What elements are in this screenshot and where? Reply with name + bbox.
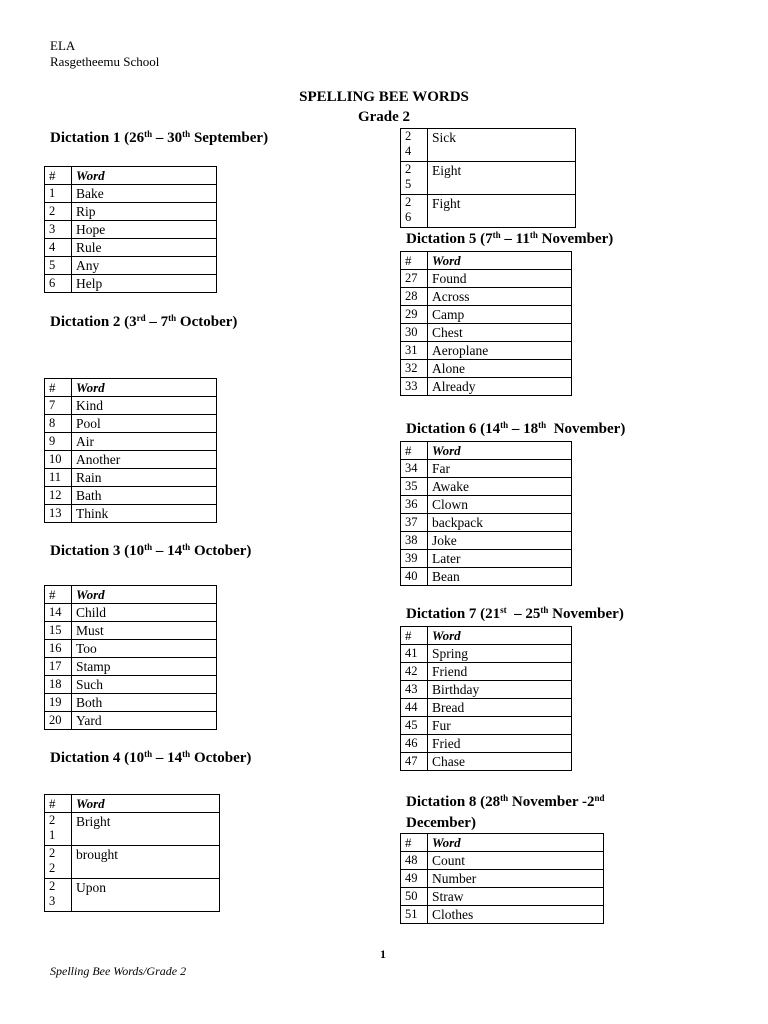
word-cell: Any <box>72 257 217 275</box>
word-number-cell: 33 <box>401 378 428 396</box>
table-row <box>45 676 217 694</box>
word-cell: Later <box>428 550 572 568</box>
word-cell: Think <box>72 505 217 523</box>
dictation-7-table <box>400 626 572 771</box>
dictation-6-table <box>400 441 572 586</box>
table-row <box>45 185 217 203</box>
word-cell: Child <box>72 604 217 622</box>
word-number-cell: 48 <box>401 852 428 870</box>
word-cell: Another <box>72 451 217 469</box>
table-row <box>45 505 217 523</box>
word-number-cell: 47 <box>401 753 428 771</box>
word-number-cell: 2 5 <box>401 162 428 195</box>
word-cell: Far <box>428 460 572 478</box>
dictation-2-heading: Dictation 2 (3rd – 7th October) <box>50 313 238 330</box>
table-row <box>401 270 572 288</box>
word-number-cell: 2 6 <box>401 195 428 228</box>
word-number-cell: 2 2 <box>45 846 72 879</box>
grade-subtitle: Grade 2 <box>357 109 411 125</box>
table-row <box>401 906 604 924</box>
word-number-cell: 15 <box>45 622 72 640</box>
word-cell: Fried <box>428 735 572 753</box>
word-number-cell: 46 <box>401 735 428 753</box>
word-cell: Word <box>72 379 217 397</box>
word-number-cell: 30 <box>401 324 428 342</box>
word-number-cell: 2 4 <box>401 129 428 162</box>
word-cell: Joke <box>428 532 572 550</box>
word-cell: Fur <box>428 717 572 735</box>
table-row <box>45 275 217 293</box>
page-number: 1 <box>380 947 386 961</box>
table-row <box>45 640 217 658</box>
table-row <box>401 663 572 681</box>
word-cell: Bean <box>428 568 572 586</box>
word-cell: Camp <box>428 306 572 324</box>
dictation-2-table <box>44 378 217 523</box>
word-number-cell: 43 <box>401 681 428 699</box>
word-cell: Aeroplane <box>428 342 572 360</box>
word-cell: Fight <box>428 195 576 228</box>
word-number-cell: 37 <box>401 514 428 532</box>
word-cell: Sick <box>428 129 576 162</box>
table-row <box>45 469 217 487</box>
school-name: Rasgetheemu School <box>50 54 160 69</box>
word-cell: Chase <box>428 753 572 771</box>
word-number-cell: # <box>45 795 72 813</box>
table-row <box>45 604 217 622</box>
word-cell: Word <box>428 834 604 852</box>
word-cell: Clothes <box>428 906 604 924</box>
word-number-cell: # <box>401 442 428 460</box>
word-cell: Straw <box>428 888 604 906</box>
table-row <box>45 813 220 846</box>
footer-text: Spelling Bee Words/Grade 2 <box>50 964 187 978</box>
table-header-row <box>401 252 572 270</box>
word-cell: Word <box>72 586 217 604</box>
word-number-cell: # <box>401 252 428 270</box>
table-row <box>45 622 217 640</box>
word-cell: Pool <box>72 415 217 433</box>
table-row <box>401 460 572 478</box>
word-number-cell: 51 <box>401 906 428 924</box>
word-number-cell: 11 <box>45 469 72 487</box>
word-number-cell: 29 <box>401 306 428 324</box>
dictation-8-heading: Dictation 8 (28th November -2nd December) <box>406 793 605 831</box>
table-header-row <box>401 834 604 852</box>
table-row <box>401 324 572 342</box>
word-number-cell: 12 <box>45 487 72 505</box>
word-cell: Stamp <box>72 658 217 676</box>
table-row <box>401 568 572 586</box>
dictation-4-table <box>44 794 220 912</box>
word-number-cell: 9 <box>45 433 72 451</box>
word-number-cell: 49 <box>401 870 428 888</box>
word-cell: Birthday <box>428 681 572 699</box>
word-cell: Must <box>72 622 217 640</box>
word-cell: Word <box>72 795 220 813</box>
word-number-cell: 8 <box>45 415 72 433</box>
word-cell: brought <box>72 846 220 879</box>
table-row <box>401 645 572 663</box>
table-row <box>401 129 576 162</box>
word-number-cell: 50 <box>401 888 428 906</box>
word-cell: Eight <box>428 162 576 195</box>
word-number-cell: # <box>401 627 428 645</box>
table-row <box>401 360 572 378</box>
dictation-8-table <box>400 833 604 924</box>
word-number-cell: 42 <box>401 663 428 681</box>
word-cell: Bake <box>72 185 217 203</box>
table-header-row <box>45 379 217 397</box>
word-cell: Clown <box>428 496 572 514</box>
word-number-cell: 44 <box>401 699 428 717</box>
table-row <box>401 478 572 496</box>
word-number-cell: 28 <box>401 288 428 306</box>
word-cell: Bread <box>428 699 572 717</box>
table-row <box>401 514 572 532</box>
table-row <box>45 694 217 712</box>
word-cell: Alone <box>428 360 572 378</box>
word-cell: Word <box>72 167 217 185</box>
word-number-cell: 2 3 <box>45 879 72 912</box>
word-number-cell: 32 <box>401 360 428 378</box>
word-cell: Number <box>428 870 604 888</box>
word-cell: Rain <box>72 469 217 487</box>
table-row <box>401 306 572 324</box>
word-number-cell: 20 <box>45 712 72 730</box>
word-number-cell: 5 <box>45 257 72 275</box>
table-row <box>45 712 217 730</box>
word-number-cell: 3 <box>45 221 72 239</box>
dictation-6-heading: Dictation 6 (14th – 18th November) <box>406 420 626 437</box>
word-cell: Found <box>428 270 572 288</box>
table-row <box>401 852 604 870</box>
word-cell: Already <box>428 378 572 396</box>
word-number-cell: 36 <box>401 496 428 514</box>
table-row <box>401 681 572 699</box>
dictation-5-table <box>400 251 572 396</box>
table-row <box>45 658 217 676</box>
table-row <box>401 532 572 550</box>
dictation-5-heading: Dictation 5 (7th – 11th November) <box>406 230 614 247</box>
table-row <box>401 342 572 360</box>
table-row <box>45 397 217 415</box>
word-number-cell: 41 <box>401 645 428 663</box>
word-number-cell: # <box>45 586 72 604</box>
dictation-4-heading: Dictation 4 (10th – 14th October) <box>50 749 252 766</box>
word-number-cell: 13 <box>45 505 72 523</box>
word-number-cell: # <box>45 379 72 397</box>
table-row <box>401 753 572 771</box>
table-row <box>401 717 572 735</box>
dictation-1-heading: Dictation 1 (26th – 30th September) <box>50 129 269 146</box>
word-number-cell: 18 <box>45 676 72 694</box>
table-row <box>45 879 220 912</box>
word-cell: Both <box>72 694 217 712</box>
word-number-cell: 38 <box>401 532 428 550</box>
table-row <box>45 487 217 505</box>
word-cell: Help <box>72 275 217 293</box>
word-number-cell: 2 <box>45 203 72 221</box>
table-row <box>401 378 572 396</box>
table-row <box>45 415 217 433</box>
word-cell: Yard <box>72 712 217 730</box>
word-cell: Kind <box>72 397 217 415</box>
word-number-cell: 19 <box>45 694 72 712</box>
table-header-row <box>45 167 217 185</box>
word-cell: Bright <box>72 813 220 846</box>
table-header-row <box>45 795 220 813</box>
word-number-cell: 10 <box>45 451 72 469</box>
word-cell: Chest <box>428 324 572 342</box>
word-cell: Awake <box>428 478 572 496</box>
word-number-cell: 35 <box>401 478 428 496</box>
word-cell: Such <box>72 676 217 694</box>
table-row <box>401 195 576 228</box>
table-row <box>401 870 604 888</box>
table-row <box>401 288 572 306</box>
word-number-cell: 40 <box>401 568 428 586</box>
table-row <box>45 451 217 469</box>
table-row <box>401 550 572 568</box>
word-number-cell: 16 <box>45 640 72 658</box>
word-cell: Hope <box>72 221 217 239</box>
word-cell: Friend <box>428 663 572 681</box>
word-number-cell: 4 <box>45 239 72 257</box>
page-title: SPELLING BEE WORDS <box>299 89 469 105</box>
table-row <box>401 735 572 753</box>
word-cell: Rule <box>72 239 217 257</box>
word-cell: Bath <box>72 487 217 505</box>
word-number-cell: 39 <box>401 550 428 568</box>
word-cell: Count <box>428 852 604 870</box>
dictation-3-table <box>44 585 217 730</box>
table-row <box>45 433 217 451</box>
table-row <box>45 846 220 879</box>
dictation-1-table <box>44 166 217 293</box>
word-number-cell: 14 <box>45 604 72 622</box>
table-row <box>45 257 217 275</box>
table-row <box>45 203 217 221</box>
word-number-cell: 1 <box>45 185 72 203</box>
word-number-cell: 27 <box>401 270 428 288</box>
table-row <box>45 221 217 239</box>
word-cell: Across <box>428 288 572 306</box>
table-row <box>45 239 217 257</box>
word-number-cell: 17 <box>45 658 72 676</box>
table-row <box>401 496 572 514</box>
word-number-cell: # <box>401 834 428 852</box>
word-number-cell: 34 <box>401 460 428 478</box>
word-cell: Word <box>428 252 572 270</box>
dictation-3-heading: Dictation 3 (10th – 14th October) <box>50 542 252 559</box>
word-cell: Upon <box>72 879 220 912</box>
table-header-row <box>401 627 572 645</box>
word-cell: Too <box>72 640 217 658</box>
word-number-cell: 7 <box>45 397 72 415</box>
dictation-7-heading: Dictation 7 (21st – 25th November) <box>406 605 624 622</box>
word-cell: Word <box>428 442 572 460</box>
word-number-cell: # <box>45 167 72 185</box>
word-cell: Rip <box>72 203 217 221</box>
word-number-cell: 31 <box>401 342 428 360</box>
table-row <box>401 888 604 906</box>
subject-label: ELA <box>50 38 76 53</box>
table-row <box>401 162 576 195</box>
dictation-4-continued-table <box>400 128 576 228</box>
word-number-cell: 6 <box>45 275 72 293</box>
table-header-row <box>45 586 217 604</box>
word-cell: Spring <box>428 645 572 663</box>
word-cell: Air <box>72 433 217 451</box>
word-cell: Word <box>428 627 572 645</box>
table-row <box>401 699 572 717</box>
word-number-cell: 2 1 <box>45 813 72 846</box>
table-header-row <box>401 442 572 460</box>
word-number-cell: 45 <box>401 717 428 735</box>
word-cell: backpack <box>428 514 572 532</box>
